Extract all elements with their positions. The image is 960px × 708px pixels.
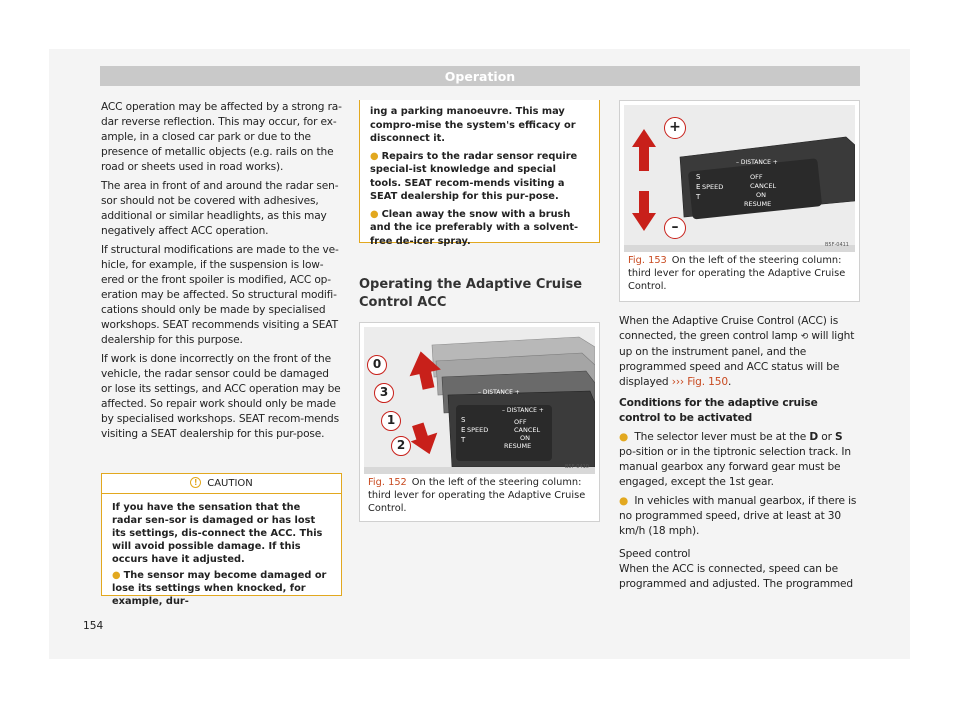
caution-box xyxy=(101,473,342,607)
lever-t-label: T xyxy=(696,193,701,201)
figure-number: Fig. 152 xyxy=(368,477,407,488)
header-title: Operation xyxy=(444,69,516,84)
bullet-icon: ● xyxy=(619,431,629,443)
figure-153 xyxy=(619,100,860,302)
condition-item: ● The selector lever must be at the D or S po-sition or in the tiptronic selection track. In manual gearbox any forward gear must be engaged, except the 1st gear. xyxy=(619,431,851,488)
lever-resume-label: RESUME xyxy=(744,200,772,208)
plus-callout: + xyxy=(664,117,686,139)
lever-off-label: OFF xyxy=(750,173,763,181)
paragraph: If work is done incorrectly on the front of the vehicle, the radar sensor could be damaged or lose its settings, and ACC operation may be affected. So repair work should only be made by specialised workshops. SEAT recom-mends visiting a SEAT dealership for this pur-pose. xyxy=(101,353,341,440)
lever-illustration xyxy=(364,327,595,474)
figure-caption: Fig. 152 On the left of the steering column: third lever for operating the Adaptive Cruise Control. xyxy=(368,477,586,514)
paragraph: When the Adaptive Cruise Control (ACC) is connected, the green control lamp ⟲ will light up on the instrument panel, and the programmed speed and ACC status will be displayed ››› Fig. 150. xyxy=(619,315,855,388)
caution-bullet: ● The sensor may become damaged or lose its settings when knocked, for example, dur- xyxy=(112,570,327,607)
lever-distance-label: – DISTANCE + xyxy=(736,159,778,166)
caution-intro: If you have the sensation that the radar sen-sor is damaged or has lost its settings, dis-connect the ACC. This will avoid possible damage. If this occurs have it adjusted. xyxy=(112,502,323,565)
lever-speed-label: SPEED xyxy=(467,426,489,434)
image-code: B5F-0411 xyxy=(824,242,849,248)
control-lamp-icon: ⟲ xyxy=(800,332,809,342)
callout-1: 1 xyxy=(381,411,401,431)
bullet-icon: ● xyxy=(370,208,379,220)
lever-on-label: ON xyxy=(756,191,766,199)
lever-t-label: T xyxy=(461,436,466,444)
caution-label: CAUTION xyxy=(207,478,253,489)
lever-cancel-label: CANCEL xyxy=(514,426,541,434)
lever-e-label: E xyxy=(696,183,701,191)
section-title: Operating the Adaptive Cruise Control ACC xyxy=(359,277,583,310)
paragraph: ACC operation may be affected by a strong ra-dar reverse reflection. This may occur, for ex-ample, in a closed car park or due to the presence of metallic objects (e.g. rails on the road or sheets used in road works). xyxy=(101,101,342,173)
lever-distance-top-label: – DISTANCE + xyxy=(478,389,520,396)
callout-2: 2 xyxy=(391,436,411,456)
minus-callout: – xyxy=(664,217,686,239)
bullet-icon: ● xyxy=(370,150,379,162)
paragraph: The area in front of and around the radar sen-sor should not be covered with adhesives, additional or similar headlights, as this may negatively affect ACC operation. xyxy=(101,180,339,237)
figure-number: Fig. 153 xyxy=(628,255,667,266)
caution-box-continued xyxy=(359,100,600,247)
lever-resume-label: RESUME xyxy=(504,442,532,450)
image-code: B5F-0410 xyxy=(564,464,589,470)
paragraph: When the ACC is connected, speed can be programmed and adjusted. The programmed xyxy=(619,563,853,590)
lever-cancel-label: CANCEL xyxy=(750,182,777,190)
column-3-text xyxy=(619,314,860,596)
paragraph: If structural modifications are made to the ve-hicle, for example, if the suspension is low-ered or the front spoiler is modified, ACC op-eration may be affected. So structural modifi-cations should only be made by specialised workshops. SEAT recommends visiting a SEAT dealership for this purpose. xyxy=(101,244,339,346)
lever-off-label: OFF xyxy=(514,418,527,426)
caution-bullet: ● Repairs to the radar sensor require special-ist knowledge and special tools. SEAT recom-mends visiting a SEAT dealership for this pur-pose. xyxy=(370,150,578,202)
page-header xyxy=(100,66,860,86)
lever-s-label: S xyxy=(461,416,466,424)
caution-bullet-continued: ing a parking manoeuvre. This may compro-mise the system's efficacy or disconnect it. xyxy=(370,106,576,144)
callout-3: 3 xyxy=(374,383,394,403)
figure-reference-link[interactable]: ››› Fig. 150 xyxy=(671,376,728,388)
bullet-icon: ● xyxy=(112,570,121,581)
lever-e-label: E xyxy=(461,426,466,434)
lever-illustration xyxy=(624,105,855,252)
caution-bullet: ● Clean away the snow with a brush and the ice preferably with a solvent-free de-icer spray. xyxy=(370,208,579,247)
bullet-icon: ● xyxy=(619,495,629,507)
caution-body xyxy=(102,494,341,615)
lever-speed-label: SPEED xyxy=(702,183,724,191)
figure-caption: Fig. 153 On the left of the steering column: third lever for operating the Adaptive Cruise Control. xyxy=(628,255,846,292)
figure-152 xyxy=(359,322,600,522)
callout-0: 0 xyxy=(367,355,387,375)
condition-item: ● In vehicles with manual gearbox, if there is no programmed speed, drive at least at 30 km/h (18 mph). xyxy=(619,495,857,537)
caution-header xyxy=(102,474,341,494)
lever-distance-label: – DISTANCE + xyxy=(502,407,544,414)
page-number: 154 xyxy=(83,620,104,632)
column-1 xyxy=(101,100,342,446)
conditions-heading: Conditions for the adaptive cruise control to be activated xyxy=(619,397,818,424)
lever-drawing xyxy=(624,105,855,252)
lever-on-label: ON xyxy=(520,434,530,442)
caution-icon: ! xyxy=(190,477,201,488)
speed-control-heading: Speed control xyxy=(619,548,691,560)
lever-s-label: S xyxy=(696,173,701,181)
